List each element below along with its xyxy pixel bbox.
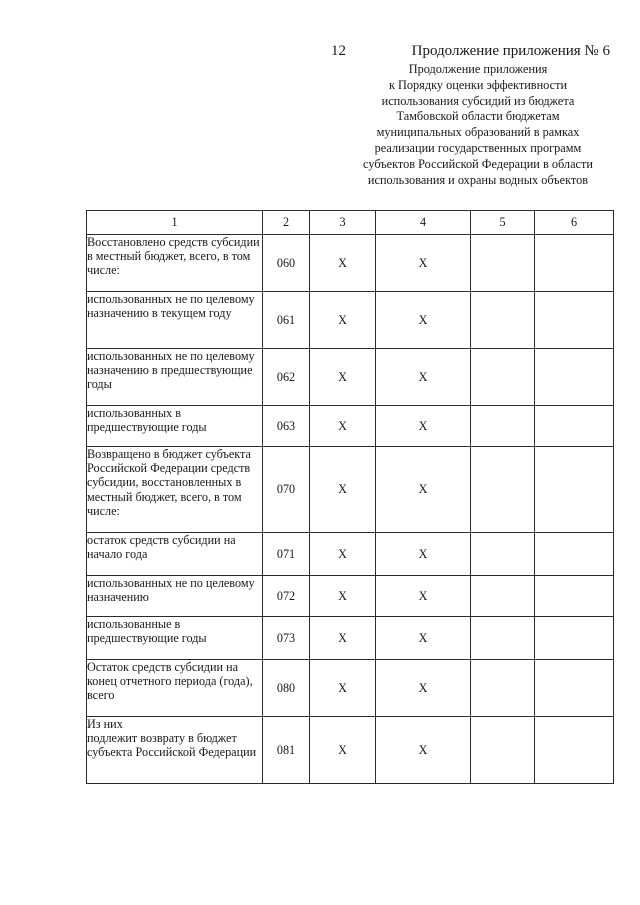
cell-col3: Х [310, 660, 376, 717]
row-code: 061 [263, 292, 310, 349]
row-code: 060 [263, 235, 310, 292]
table-row [87, 617, 614, 660]
cell-col3: Х [310, 447, 376, 533]
table-row [87, 292, 614, 349]
table-row [87, 447, 614, 533]
note-line: субъектов Российской Федерации в области [363, 156, 593, 171]
row-label: Возвращено в бюджет субъекта Российской Федерации средств субсидии, восстановленных в местный бюджет, всего, в том числе: [87, 447, 263, 533]
report-table [86, 210, 614, 784]
row-code: 080 [263, 660, 310, 717]
cell-col5 [471, 533, 535, 576]
cell-col6 [535, 533, 614, 576]
cell-col6 [535, 617, 614, 660]
cell-col4: Х [376, 717, 471, 784]
table-row [87, 533, 614, 576]
note-line: реализации государственных программ [374, 140, 582, 155]
column-header: 2 [263, 211, 310, 235]
cell-col5 [471, 576, 535, 617]
cell-col5 [471, 349, 535, 406]
cell-col4: Х [376, 406, 471, 447]
note-line: Тамбовской области бюджетам [396, 109, 560, 124]
row-label: остаток средств субсидии на начало года [87, 533, 263, 576]
cell-col6 [535, 660, 614, 717]
cell-col5 [471, 235, 535, 292]
row-code: 072 [263, 576, 310, 617]
cell-col3: Х [310, 576, 376, 617]
cell-col4: Х [376, 447, 471, 533]
table-row [87, 576, 614, 617]
cell-col4: Х [376, 576, 471, 617]
row-label: Восстановлено средств субсидии в местный бюджет, всего, в том числе: [87, 235, 263, 292]
cell-col4: Х [376, 533, 471, 576]
cell-col5 [471, 292, 535, 349]
cell-col4: Х [376, 292, 471, 349]
cell-col3: Х [310, 292, 376, 349]
cell-col6 [535, 292, 614, 349]
column-header: 1 [87, 211, 263, 235]
row-label: использованные в предшествующие годы [87, 617, 263, 660]
row-code: 070 [263, 447, 310, 533]
row-label: использованных не по целевому назначению [87, 576, 263, 617]
table-row [87, 349, 614, 406]
cell-col4: Х [376, 660, 471, 717]
cell-col3: Х [310, 349, 376, 406]
column-numbers-row [87, 211, 614, 235]
table-row [87, 660, 614, 717]
table-row [87, 406, 614, 447]
cell-col3: Х [310, 235, 376, 292]
cell-col5 [471, 447, 535, 533]
cell-col6 [535, 717, 614, 784]
cell-col3: Х [310, 717, 376, 784]
appendix-note [352, 62, 604, 188]
column-header: 4 [376, 211, 471, 235]
cell-col6 [535, 576, 614, 617]
cell-col5 [471, 406, 535, 447]
row-code: 081 [263, 717, 310, 784]
row-code: 073 [263, 617, 310, 660]
note-line: муниципальных образований в рамках [376, 125, 580, 140]
cell-col4: Х [376, 617, 471, 660]
row-code: 062 [263, 349, 310, 406]
note-line: к Порядку оценки эффективности [388, 77, 568, 92]
row-label: использованных в предшествующие годы [87, 406, 263, 447]
cell-col6 [535, 447, 614, 533]
cell-col3: Х [310, 533, 376, 576]
note-line: использования и охраны водных объектов [367, 172, 589, 187]
cell-col4: Х [376, 235, 471, 292]
cell-col4: Х [376, 349, 471, 406]
cell-col6 [535, 235, 614, 292]
cell-col3: Х [310, 406, 376, 447]
cell-col6 [535, 406, 614, 447]
row-label: использованных не по целевому назначению в предшествующие годы [87, 349, 263, 406]
row-code: 071 [263, 533, 310, 576]
column-header: 6 [535, 211, 614, 235]
cell-col5 [471, 660, 535, 717]
row-code: 063 [263, 406, 310, 447]
note-line: использования субсидий из бюджета [381, 93, 575, 108]
cell-col5 [471, 617, 535, 660]
row-label: Из них подлежит возврату в бюджет субъекта Российской Федерации [87, 717, 263, 784]
table-row [87, 235, 614, 292]
cell-col5 [471, 717, 535, 784]
note-line: Продолжение приложения [408, 62, 548, 76]
row-label: использованных не по целевому назначению в текущем году [87, 292, 263, 349]
cell-col3: Х [310, 617, 376, 660]
column-header: 3 [310, 211, 376, 235]
table-row [87, 717, 614, 784]
column-header: 5 [471, 211, 535, 235]
page-number: 12 [331, 43, 346, 59]
cell-col6 [535, 349, 614, 406]
appendix-title: Продолжение приложения № 6 [411, 43, 610, 59]
row-label: Остаток средств субсидии на конец отчетного периода (года), всего [87, 660, 263, 717]
